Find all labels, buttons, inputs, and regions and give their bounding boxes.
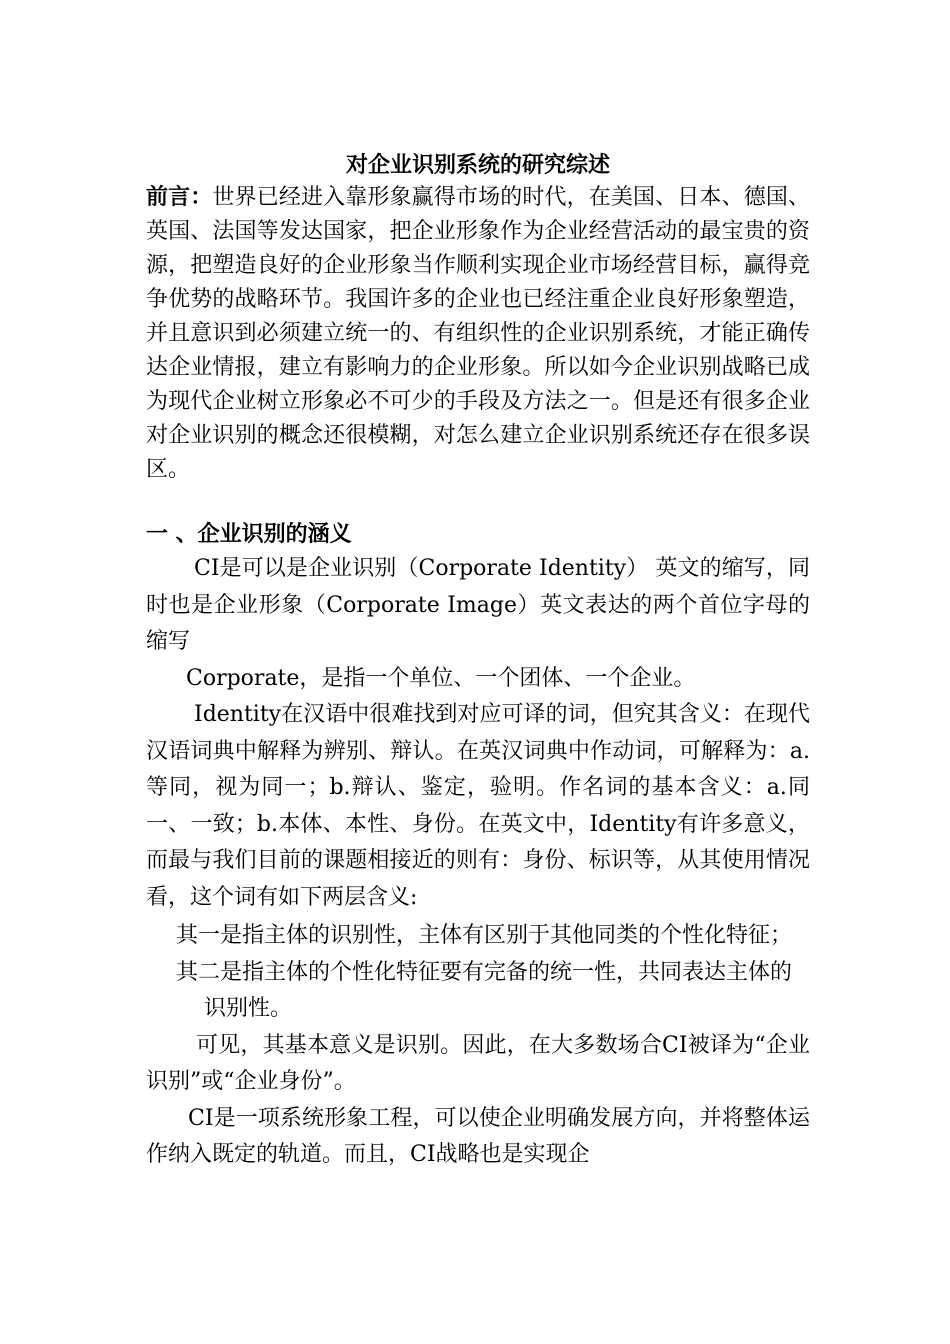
- list-item: 其二是指主体的个性化特征要有完备的统一性，共同表达主体的识别性。: [176, 959, 793, 1021]
- document-title: 对企业识别系统的研究综述: [345, 152, 610, 178]
- paragraph-identity: Identity在汉语中很难找到对应可译的词，但究其含义：在现代汉语词典中解释为辨别、辩认。在英汉词典中作动词，可解释为：a.等同，视为同一；b.辩认、鉴定，验明。作名词的基本含义：a.同一、一致；b.本体、本性、身份。在英文中，Identity有许多意义，而最与我们目前的课题相接近的则有：身份、标识等，从其使用情况看，这个词有如下两层含义:: [146, 702, 810, 910]
- meaning-list: [146, 918, 810, 1028]
- preface-text: 世界已经进入靠形象赢得市场的时代，在美国、日本、德国、英国、法国等发达国家，把企业形象作为企业经营活动的最宝贵的资源，把塑造良好的企业形象当作顺利实现企业市场经营目标，赢得竞争优势的战略环节。我国许多的企业也已经注重企业良好形象塑造，并且意识到必须建立统一的、有组织性的企业识别系统，才能正确传达企业情报，建立有影响力的企业形象。所以如今企业识别战略已成为现代企业树立形象必不可少的手段及方法之一。但是还有很多企业对企业识别的概念还很模糊，对怎么建立企业识别系统还存在很多误区。: [146, 185, 810, 482]
- paragraph-ci-system: CI是一项系统形象工程，可以使企业明确发展方向，并将整体运作纳入既定的轨道。而且，CI战略也是实现企: [146, 1105, 810, 1167]
- preface-paragraph: [146, 180, 810, 487]
- paragraph-corporate: Corporate，是指一个单位、一个团体、一个企业。: [186, 665, 696, 691]
- paragraph-ci-definition: CI是可以是企业识别（Corporate Identity） 英文的缩写，同时也是企业形象（Corporate Image）英文表达的两个首位字母的缩写: [146, 556, 810, 654]
- preface-label: 前言：: [146, 184, 213, 210]
- list-item: 其一是指主体的识别性，主体有区别于其他同类的个性化特征；: [176, 923, 793, 948]
- section-heading: 一 、企业识别的涵义: [146, 521, 352, 547]
- paragraph-conclusion: 可见，其基本意义是识别。因此，在大多数场合CI被译为“企业识别”或“企业身份”。: [146, 1032, 810, 1094]
- document-page: [146, 150, 810, 1174]
